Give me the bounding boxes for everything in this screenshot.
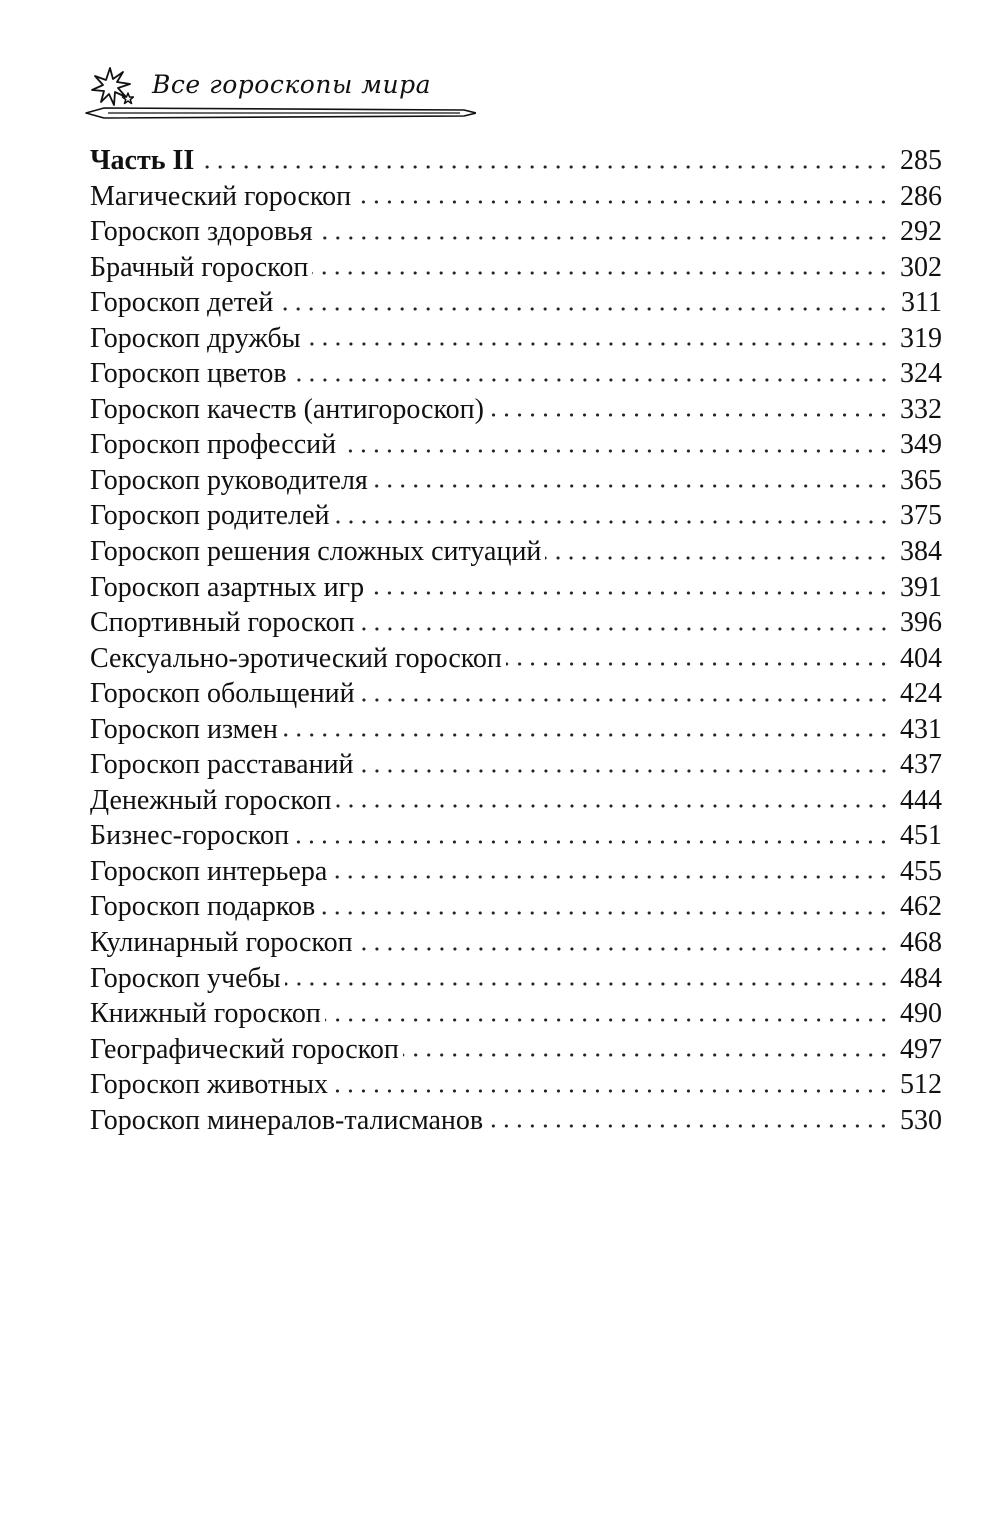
toc-entry [90, 285, 942, 321]
toc-entry [90, 143, 942, 179]
toc-entry-title: Гороскоп азартных игр [90, 571, 365, 603]
toc-entry [90, 392, 942, 428]
toc-entry-page-number: 530 [900, 1104, 942, 1136]
toc-entry-title: Гороскоп учебы [90, 962, 281, 994]
dot-leader [319, 908, 890, 918]
dot-leader [282, 730, 890, 740]
toc-entry [90, 605, 942, 641]
toc-entry-title: Гороскоп качеств (антигороскоп) [90, 393, 484, 425]
dot-leader [506, 659, 890, 669]
toc-entry-title: Гороскоп родителей [90, 500, 330, 532]
toc-entry-page-number: 497 [900, 1033, 942, 1065]
toc-entry [90, 1067, 942, 1103]
running-header [84, 58, 484, 128]
toc-entry [90, 818, 942, 854]
dot-leader [336, 801, 891, 811]
toc-entry [90, 179, 942, 215]
dot-leader [368, 588, 890, 598]
toc-entry [90, 356, 942, 392]
dot-leader [332, 1086, 890, 1096]
toc-entry-title: Гороскоп обольщений [90, 678, 355, 710]
dot-leader [488, 410, 890, 420]
toc-entry [90, 1103, 942, 1139]
toc-entry-title: Гороскоп профессий [90, 429, 337, 461]
dot-leader [359, 624, 890, 634]
toc-entry-title: Гороскоп минералов-талисманов [90, 1104, 484, 1136]
toc-entry-title: Гороскоп дружбы [90, 322, 301, 354]
toc-entry [90, 214, 942, 250]
toc-entry-page-number: 365 [900, 464, 942, 496]
toc-entry [90, 996, 942, 1032]
toc-entry-title: Географический гороскоп [90, 1033, 399, 1065]
toc-entry [90, 783, 942, 819]
dot-leader [305, 339, 890, 349]
dot-leader [355, 197, 890, 207]
dot-leader [334, 517, 891, 527]
toc-entry-page-number: 292 [900, 216, 942, 248]
toc-entry-page-number: 490 [900, 998, 942, 1030]
dot-leader [357, 944, 890, 954]
toc-entry-title: Гороскоп здоровья [90, 216, 313, 248]
toc-entry [90, 676, 942, 712]
toc-entry-title: Магический гороскоп [90, 180, 352, 212]
toc-entry [90, 498, 942, 534]
toc-entry-page-number: 455 [900, 855, 942, 887]
toc-entry [90, 925, 942, 961]
toc-entry [90, 427, 942, 463]
dot-leader [359, 695, 890, 705]
toc-entry [90, 712, 942, 748]
toc-entry-page-number: 332 [900, 393, 942, 425]
dot-leader [358, 766, 890, 776]
toc-entry-page-number: 391 [900, 571, 942, 603]
dot-leader [285, 979, 890, 989]
toc-entry-page-number: 286 [900, 180, 942, 212]
toc-entry-page-number: 431 [900, 713, 942, 745]
toc-entry-page-number: 302 [900, 251, 942, 283]
toc-entry-title: Книжный гороскоп [90, 998, 321, 1030]
toc-entry-title: Сексуально-эротический гороскоп [90, 642, 502, 674]
dot-leader [277, 304, 890, 314]
toc-entry-title: Денежный гороскоп [90, 784, 332, 816]
dot-leader [325, 1015, 890, 1025]
table-of-contents [90, 143, 942, 1138]
toc-entry [90, 641, 942, 677]
toc-entry [90, 570, 942, 606]
toc-entry-page-number: 462 [900, 891, 942, 923]
toc-entry-page-number: 444 [900, 784, 942, 816]
dot-leader [317, 233, 890, 243]
toc-entry-title: Спортивный гороскоп [90, 607, 355, 639]
dot-leader [403, 1050, 890, 1060]
toc-entry-title: Часть II [90, 145, 195, 176]
toc-entry-page-number: 468 [900, 927, 942, 959]
dot-leader [487, 1121, 890, 1131]
toc-entry-title: Бизнес-гороскоп [90, 820, 290, 852]
toc-entry [90, 889, 942, 925]
toc-entry-page-number: 375 [900, 500, 942, 532]
toc-entry-title: Гороскоп расставаний [90, 749, 354, 781]
toc-entry-page-number: 319 [900, 322, 942, 354]
toc-entry [90, 961, 942, 997]
toc-entry-title: Гороскоп руководителя [90, 464, 368, 496]
toc-entry-page-number: 324 [900, 358, 942, 390]
toc-entry [90, 534, 942, 570]
toc-entry-title: Гороскоп подарков [90, 891, 316, 923]
toc-entry-page-number: 285 [900, 145, 942, 176]
toc-entry-title: Гороскоп интерьера [90, 855, 328, 887]
dot-leader [372, 481, 890, 491]
toc-entry-title: Гороскоп цветов [90, 358, 287, 390]
toc-entry [90, 250, 942, 286]
toc-entry [90, 1032, 942, 1068]
toc-entry-title: Кулинарный гороскоп [90, 927, 353, 959]
toc-entry-title: Гороскоп решения сложных ситуаций [90, 536, 542, 568]
toc-entry-page-number: 451 [900, 820, 942, 852]
toc-entry [90, 854, 942, 890]
toc-entry [90, 747, 942, 783]
toc-entry-title: Брачный гороскоп [90, 251, 309, 283]
dot-leader [331, 872, 890, 882]
toc-entry-page-number: 437 [900, 749, 942, 781]
dot-leader [293, 837, 890, 847]
toc-entry-title: Гороскоп детей [90, 287, 274, 319]
dot-leader [291, 375, 890, 385]
dot-leader [545, 553, 890, 563]
toc-entry-page-number: 404 [900, 642, 942, 674]
dot-leader [312, 268, 890, 278]
toc-entry-page-number: 349 [900, 429, 942, 461]
toc-entry-page-number: 424 [900, 678, 942, 710]
dot-leader [198, 162, 890, 172]
header-rule [84, 104, 476, 122]
toc-entry-page-number: 384 [900, 536, 942, 568]
toc-entry-page-number: 484 [900, 962, 942, 994]
toc-entry [90, 463, 942, 499]
running-header-title: Все гороскопы мира [152, 70, 431, 99]
toc-entry-page-number: 396 [900, 607, 942, 639]
dot-leader [340, 446, 890, 456]
toc-entry-title: Гороскоп животных [90, 1069, 329, 1101]
toc-entry-page-number: 512 [900, 1069, 942, 1101]
toc-entry [90, 321, 942, 357]
toc-entry-title: Гороскоп измен [90, 713, 278, 745]
toc-entry-page-number: 311 [901, 287, 942, 319]
